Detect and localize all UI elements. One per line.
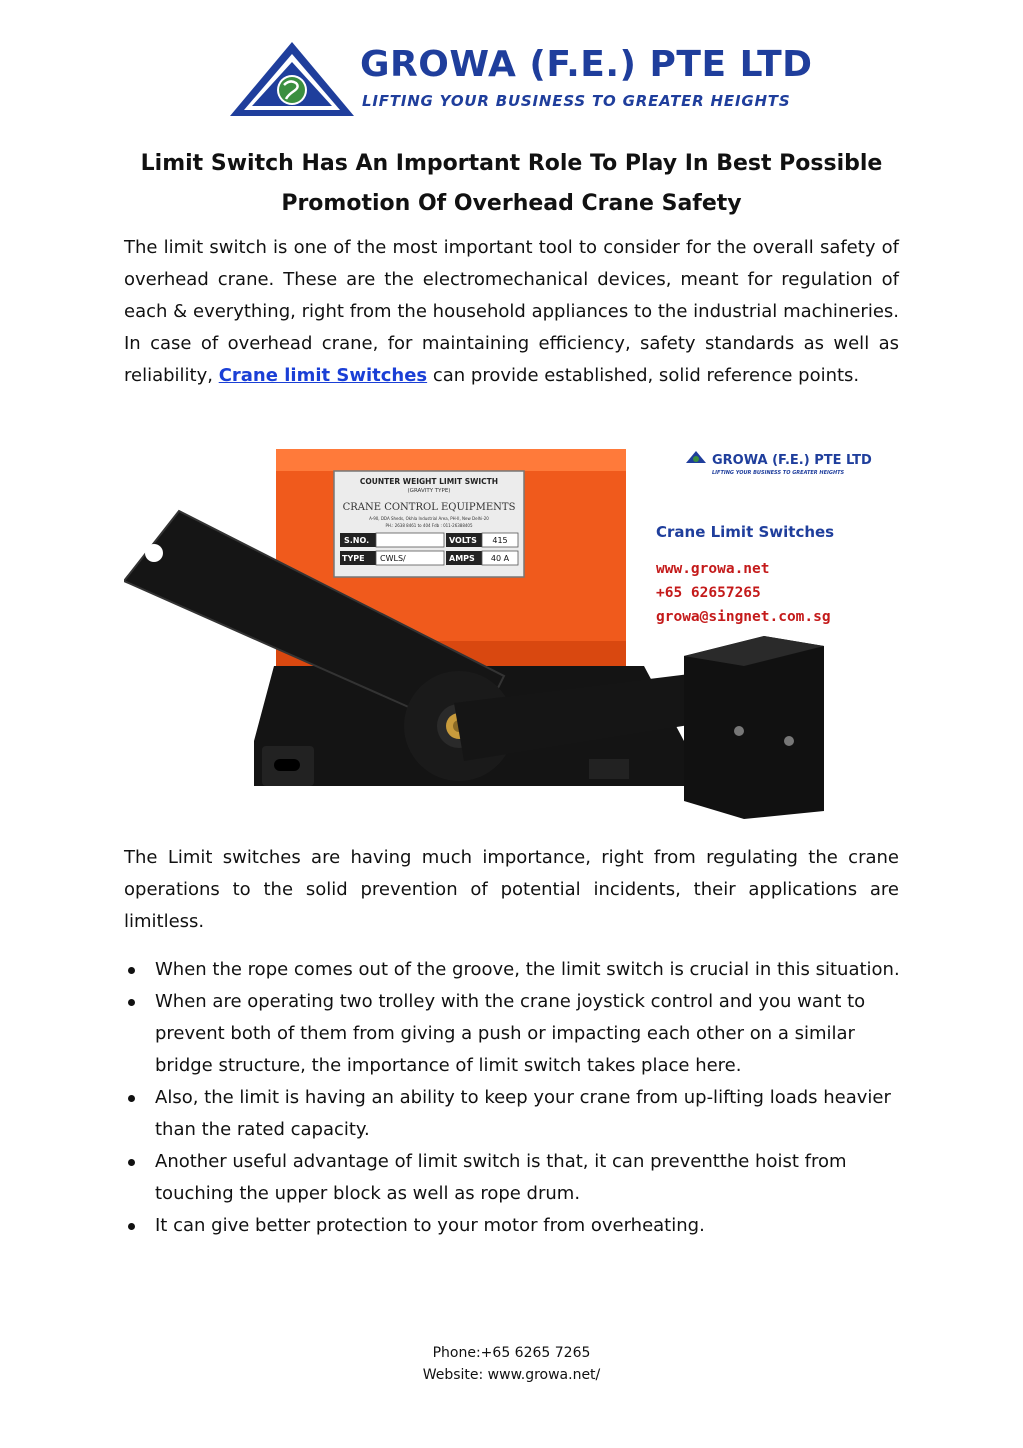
company-tagline: LIFTING YOUR BUSINESS TO GREATER HEIGHTS bbox=[362, 92, 791, 110]
plate-maker: CRANE CONTROL EQUIPMENTS bbox=[342, 502, 516, 513]
plate-title: COUNTER WEIGHT LIMIT SWICTH bbox=[359, 477, 499, 486]
importance-paragraph: The Limit switches are having much importance, right from regulating the crane operations to the solid prevention of potential incidents, their applications are limitless. bbox=[124, 847, 899, 932]
ad-website: www.growa.net bbox=[656, 561, 770, 577]
ad-email: growa@singnet.com.sg bbox=[656, 609, 831, 625]
plate-sno-label: S.NO. bbox=[344, 536, 370, 545]
plate-amps-value: 40 A bbox=[490, 554, 510, 563]
plate-volts-label: VOLTS bbox=[449, 536, 477, 545]
bullet-list bbox=[124, 954, 904, 1242]
footer-website: Website: www.growa.net/ bbox=[422, 1367, 601, 1383]
list-item: Another useful advantage of limit switch is that, it can preventthe hoist from touching the upper block as well as rope drum. bbox=[124, 1146, 904, 1210]
crane-limit-switches-link[interactable]: Crane limit Switches bbox=[218, 365, 428, 386]
ad-title: Crane Limit Switches bbox=[656, 523, 835, 541]
list-item: When are operating two trolley with the crane joystick control and you want to prevent both of them from giving a push or impacting each other on a similar bridge structure, the importance of limit switch takes place here. bbox=[124, 986, 904, 1082]
plate-subtitle: (GRAVITY TYPE) bbox=[407, 488, 451, 494]
plate-type-label: TYPE bbox=[342, 554, 365, 563]
list-item: It can give better protection to your motor from overheating. bbox=[124, 1210, 904, 1242]
ad-tagline: LIFTING YOUR BUSINESS TO GREATER HEIGHTS bbox=[712, 470, 845, 476]
title-line-2: Promotion Of Overhead Crane Safety bbox=[281, 191, 742, 216]
title-line-1: Limit Switch Has An Important Role To Play In Best Possible bbox=[140, 151, 883, 176]
footer-phone: Phone:+65 6265 7265 bbox=[432, 1345, 591, 1361]
intro-text-after-link: can provide established, solid reference points. bbox=[427, 365, 860, 386]
plate-volts-value: 415 bbox=[492, 536, 508, 545]
company-name: GROWA (F.E.) PTE LTD bbox=[360, 44, 813, 85]
product-photo bbox=[124, 441, 902, 829]
plate-type-value: CWLS/ bbox=[380, 554, 406, 563]
article-title bbox=[100, 144, 923, 224]
page-footer bbox=[0, 1342, 1023, 1386]
advert-block bbox=[656, 451, 872, 625]
triangle-logo-icon bbox=[228, 40, 358, 120]
list-item: Also, the limit is having an ability to keep your crane from up-lifting loads heavier than the rated capacity. bbox=[124, 1082, 904, 1146]
plate-address-1: A-90, DDA Sheds, Okhla Industrial Area, PH-II, New Delhi-20 bbox=[369, 516, 489, 521]
plate-address-2: PH.: 2638 8461 to 404 Fdb : 011-26388405 bbox=[385, 523, 473, 528]
limit-switch-illustration bbox=[124, 441, 902, 829]
ad-phone: +65 62657265 bbox=[656, 585, 761, 601]
company-logo bbox=[228, 40, 813, 120]
intro-paragraph bbox=[124, 232, 899, 392]
intro-text-before-link: The limit switch is one of the most important tool to consider for the overall safety of overhead crane. These are the electromechanical devices, meant for regulation of each & everything, right from the household appliances to the industrial machineries. In case of overhead crane, for maintaining efficiency, safety standards as well as reliability, bbox=[124, 237, 899, 386]
list-item: When the rope comes out of the groove, the limit switch is crucial in this situation. bbox=[124, 954, 904, 986]
plate-amps-label: AMPS bbox=[449, 554, 475, 563]
ad-company: GROWA (F.E.) PTE LTD bbox=[712, 453, 872, 468]
